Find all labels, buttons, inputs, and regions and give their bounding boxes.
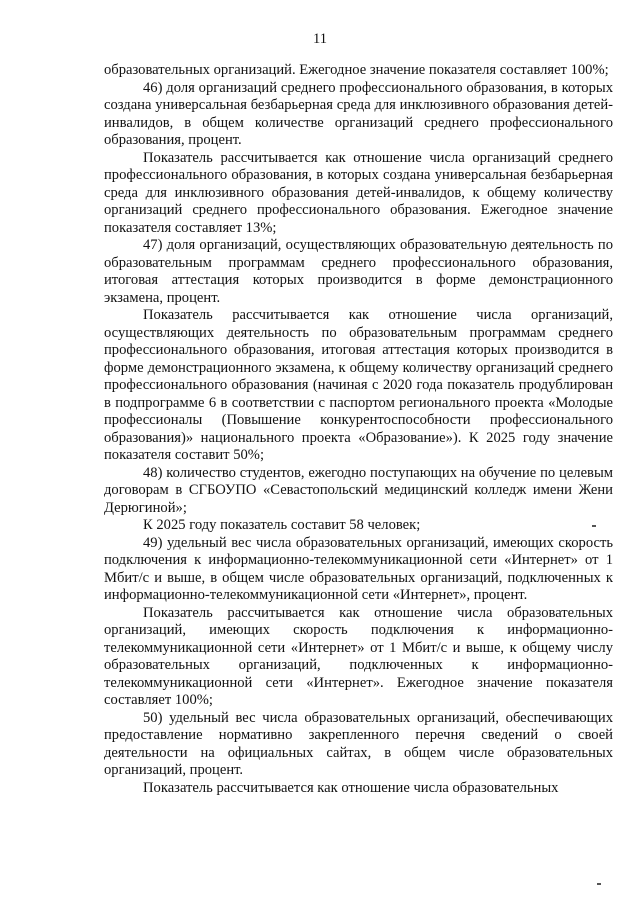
paragraph: 50) удельный вес числа образовательных организаций, обеспечивающих предоставление нормативно закрепленного перечня сведений о своей деятельности на официальных сайтах, в общем числе образовательных организаций, процент. xyxy=(104,709,613,778)
page-number: 11 xyxy=(313,31,327,47)
paragraph: 46) доля организаций среднего профессионального образования, в которых создана универсальная безбарьерная среда для инклюзивного образования детей-инвалидов, в общем количестве организаций среднего профессионального образования, процент. xyxy=(104,79,613,148)
paragraph: образовательных организаций. Ежегодное значение показателя составляет 100%; xyxy=(104,62,609,78)
paragraph: 49) удельный вес числа образовательных организаций, имеющих скорость подключения к информационно-телекоммуникационной сети «Интернет» от 1 Мбит/с и выше, в общем числе образовательных организаций, подключенных к информационно-телекоммуникационной сети «Интернет», процент. xyxy=(104,534,613,603)
paragraph: К 2025 году показатель составит 58 человек; xyxy=(143,517,421,533)
scan-speck xyxy=(592,525,596,527)
scan-speck xyxy=(597,883,601,885)
paragraph: Показатель рассчитывается как отношение числа образовательных xyxy=(143,779,559,796)
paragraph: 48) количество студентов, ежегодно поступающих на обучение по целевым договорам в СГБОУПО «Севастопольский медицинский колледж имени Жени Дерюгиной»; xyxy=(104,464,613,516)
paragraph: Показатель рассчитывается как отношение числа организаций среднего профессионального образования, в которых создана универсальная безбарьерная среда для инклюзивного образования детей-инвалидов, к общему количеству организаций среднего профессионального образования. Ежегодное значение показателя составляет 13%; xyxy=(104,149,613,236)
paragraph: Показатель рассчитывается как отношение числа образовательных организаций, имеющих скорость подключения к информационно-телекоммуникационной сети «Интернет» от 1 Мбит/с и выше, к общему числу образовательных организаций, подключенных к информационно-телекоммуникационной сети «Интернет». Ежегодное значение показателя составляет 100%; xyxy=(104,604,613,708)
body-text xyxy=(104,62,613,797)
paragraph: 47) доля организаций, осуществляющих образовательную деятельность по образовательным программам среднего профессионального образования, итоговая аттестация которых производится в форме демонстрационного экзамена, процент. xyxy=(104,237,613,306)
paragraph: Показатель рассчитывается как отношение числа организаций, осуществляющих деятельность по образовательным программам среднего профессионального образования, итоговая аттестация которых производится в форме демонстрационного экзамена, к общему количеству организаций среднего профессионального образования (начиная с 2020 года показатель продублирован в подпрограмме 6 в соответствии с паспортом регионального проекта «Молодые профессионалы (Повышение конкурентоспособности профессионального образования)» национального проекта «Образование»). К 2025 году значение показателя составит 50%; xyxy=(104,307,613,463)
